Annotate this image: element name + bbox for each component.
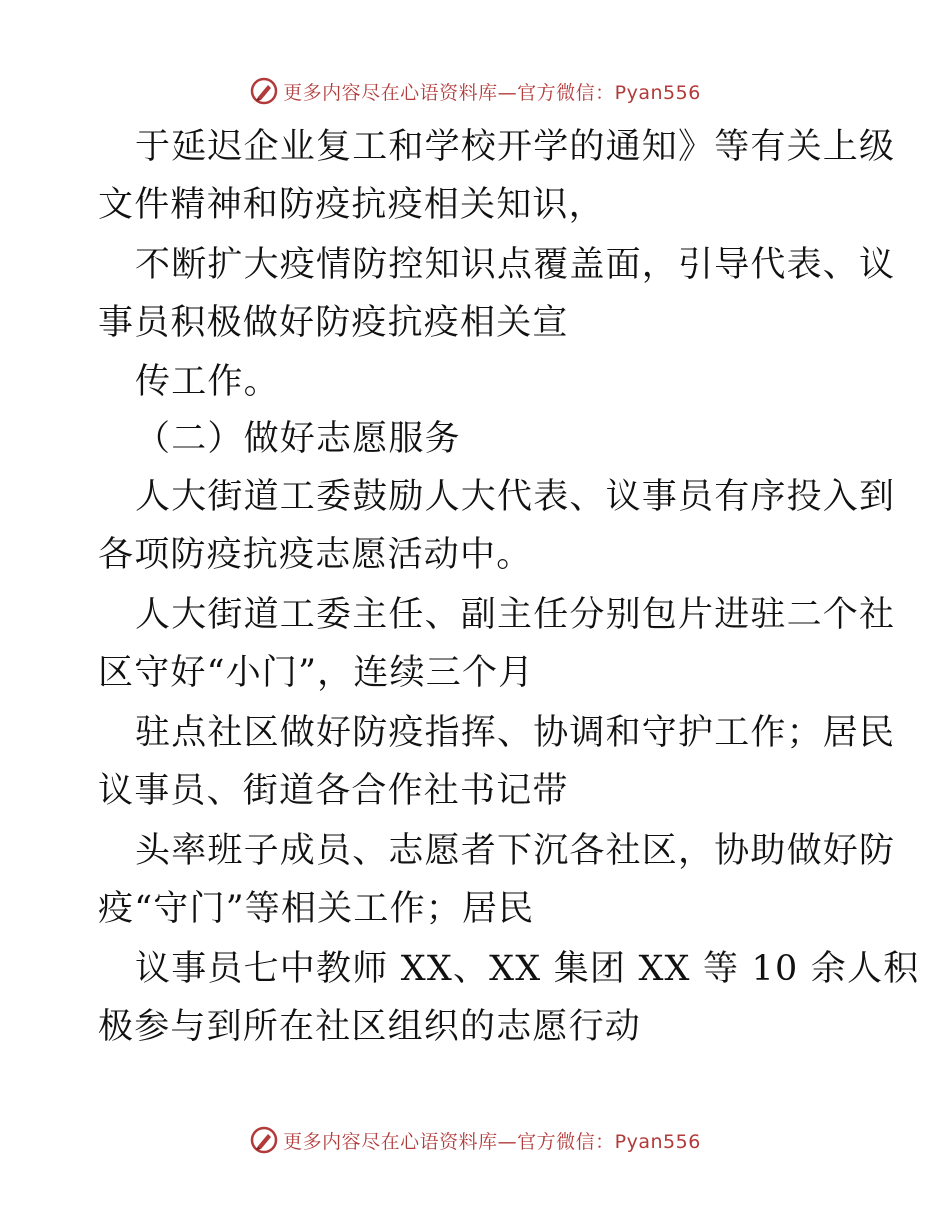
pen-logo-icon: [249, 76, 279, 106]
body-line: 于延迟企业复工和学校开学的通知》等有关上级: [135, 127, 896, 167]
body-line: 驻点社区做好防疫指挥、协调和守护工作；居民: [135, 713, 896, 753]
body-line: 议事员七中教师 XX、XX 集团 XX 等 10 余人积: [135, 949, 920, 989]
body-line: 事员积极做好防疫抗疫相关宣: [98, 303, 569, 343]
section-heading: （二）做好志愿服务: [135, 419, 461, 459]
header-watermark-banner: [0, 71, 950, 111]
body-line: 各项防疫抗疫志愿活动中。: [98, 535, 533, 575]
body-line: 极参与到所在社区组织的志愿行动: [98, 1007, 642, 1047]
body-line: 文件精神和防疫抗疫相关知识，: [98, 185, 605, 225]
body-line: 头率班子成员、志愿者下沉各社区，协助做好防: [135, 831, 896, 871]
body-line: 传工作。: [135, 362, 280, 402]
footer-watermark-banner: [0, 1120, 950, 1160]
pen-logo-icon: [249, 1125, 279, 1155]
footer-watermark-text: 更多内容尽在心语资料库—官方微信：Pyan556: [283, 1130, 701, 1153]
body-line: 人大街道工委鼓励人大代表、议事员有序投入到: [135, 477, 896, 517]
body-line: 区守好“小门”，连续三个月: [98, 653, 535, 693]
body-line: 不断扩大疫情防控知识点覆盖面，引导代表、议: [135, 245, 896, 285]
body-line: 疫“守门”等相关工作；居民: [98, 889, 535, 929]
header-watermark-text: 更多内容尽在心语资料库—官方微信：Pyan556: [283, 81, 701, 104]
body-line: 人大街道工委主任、副主任分别包片进驻二个社: [135, 595, 896, 635]
body-line: 议事员、街道各合作社书记带: [98, 771, 569, 811]
